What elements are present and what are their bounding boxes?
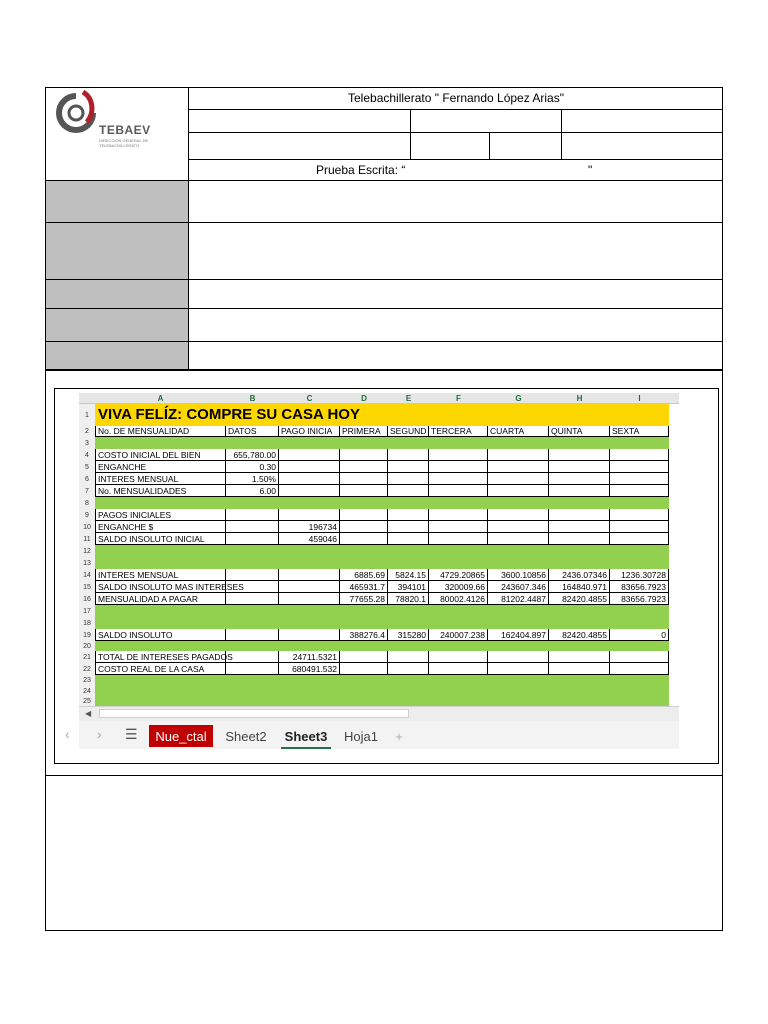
cell[interactable]	[429, 651, 488, 663]
cell[interactable]: SALDO INSOLUTO INICIAL	[95, 533, 226, 545]
cell[interactable]: 83656.7923	[610, 593, 669, 605]
row-header[interactable]: 6	[85, 475, 89, 483]
cell[interactable]: 3600.10856	[488, 569, 549, 581]
cell[interactable]: QUINTA	[549, 426, 610, 437]
cell[interactable]: 394101	[388, 581, 429, 593]
col-header-g[interactable]: G	[488, 393, 549, 404]
col-header-extra	[669, 393, 679, 404]
field-label-2	[46, 223, 189, 279]
logo-subtitle: DIRECCIÓN GENERAL DE TELEBACHILLERATO	[99, 138, 149, 148]
col-header-b[interactable]: B	[226, 393, 279, 404]
cell[interactable]: 5824.15	[388, 569, 429, 581]
col-header-a[interactable]: A	[95, 393, 226, 404]
row-header[interactable]: 15	[83, 583, 91, 591]
cell[interactable]	[488, 509, 549, 521]
col-header-e[interactable]: E	[388, 393, 429, 404]
cell[interactable]	[429, 521, 488, 533]
row-header[interactable]: 3	[85, 439, 89, 447]
cell[interactable]	[488, 663, 549, 675]
row-header[interactable]: 13	[83, 559, 91, 567]
cell[interactable]	[488, 485, 549, 497]
prev-sheet-icon[interactable]: ‹	[65, 726, 70, 742]
row-header[interactable]: 7	[85, 487, 89, 495]
green-band-row12-13	[95, 545, 669, 569]
cell[interactable]	[226, 629, 279, 641]
blank-row-1	[189, 110, 723, 133]
cell[interactable]: PAGOS INICIALES	[95, 509, 226, 521]
cell[interactable]	[340, 663, 388, 675]
cell[interactable]: 82420.4855	[549, 629, 610, 641]
cell[interactable]	[279, 485, 340, 497]
tab-sheet2[interactable]: Sheet2	[225, 728, 267, 744]
cell[interactable]	[549, 449, 610, 461]
cell[interactable]	[610, 473, 669, 485]
row-header[interactable]: 18	[83, 619, 91, 627]
green-band-row17-18	[95, 605, 669, 629]
field-label-4	[46, 309, 189, 341]
cell[interactable]: INTERES MENSUAL	[95, 569, 226, 581]
col-header-c[interactable]: C	[279, 393, 340, 404]
cell[interactable]: 459046	[279, 533, 340, 545]
cell[interactable]	[388, 651, 429, 663]
cell[interactable]	[226, 569, 279, 581]
cell[interactable]	[340, 521, 388, 533]
cell[interactable]	[549, 651, 610, 663]
cell[interactable]: 315280	[388, 629, 429, 641]
cell[interactable]	[340, 473, 388, 485]
cell[interactable]: 81202.4487	[488, 593, 549, 605]
cell[interactable]	[226, 663, 279, 675]
cell[interactable]	[429, 473, 488, 485]
cell[interactable]	[340, 461, 388, 473]
cell[interactable]: 6.00	[226, 485, 279, 497]
row-header[interactable]: 4	[85, 451, 89, 459]
row-header[interactable]: 11	[83, 535, 91, 543]
cell[interactable]	[549, 521, 610, 533]
row-header[interactable]: 12	[83, 547, 91, 555]
horizontal-scroll-area[interactable]	[79, 706, 679, 721]
row-header[interactable]: 1	[85, 411, 89, 419]
cell[interactable]	[226, 651, 279, 663]
tab-hoja1[interactable]: Hoja1	[344, 728, 378, 744]
cell[interactable]	[610, 509, 669, 521]
row-header[interactable]: 8	[85, 499, 89, 507]
row-header[interactable]: 17	[83, 607, 91, 615]
row-header[interactable]: 21	[83, 653, 91, 661]
row-header[interactable]: 5	[85, 463, 89, 471]
cell[interactable]	[610, 485, 669, 497]
row-header[interactable]: 10	[83, 523, 91, 531]
cell[interactable]	[226, 509, 279, 521]
cell[interactable]: 83656.7923	[610, 581, 669, 593]
cell[interactable]	[340, 449, 388, 461]
cell[interactable]	[226, 593, 279, 605]
cell[interactable]: 655,780.00	[226, 449, 279, 461]
cell[interactable]	[340, 533, 388, 545]
cell[interactable]	[549, 473, 610, 485]
cell[interactable]	[488, 473, 549, 485]
green-band-row23-25	[95, 675, 669, 706]
cell[interactable]: PAGO INICIA	[279, 426, 340, 437]
cell[interactable]	[488, 651, 549, 663]
blank-row-2	[189, 133, 723, 160]
row-header[interactable]: 24	[83, 687, 91, 695]
row-header[interactable]: 14	[83, 571, 91, 579]
exam-label: Prueba Escrita: “	[316, 163, 406, 177]
cell[interactable]	[429, 485, 488, 497]
row-header[interactable]: 16	[83, 595, 91, 603]
row-header[interactable]: 22	[83, 665, 91, 673]
cell[interactable]	[429, 449, 488, 461]
cell[interactable]: 4729.20865	[429, 569, 488, 581]
cell[interactable]: 240007.238	[429, 629, 488, 641]
all-sheets-menu-icon[interactable]: ☰	[125, 726, 138, 742]
cell[interactable]	[279, 569, 340, 581]
cell[interactable]: 196734	[279, 521, 340, 533]
field-label-3	[46, 280, 189, 308]
col-header-f[interactable]: F	[429, 393, 488, 404]
row-header[interactable]: 2	[85, 428, 89, 435]
cell[interactable]	[279, 449, 340, 461]
cell[interactable]: 77655.28	[340, 593, 388, 605]
cell[interactable]	[610, 651, 669, 663]
tab-nue-ctal[interactable]: Nue_ctal	[149, 725, 213, 747]
scrollbar-thumb[interactable]	[99, 709, 409, 718]
cell[interactable]: 388276.4	[340, 629, 388, 641]
row-header[interactable]: 20	[83, 642, 91, 650]
cell[interactable]	[340, 509, 388, 521]
cell[interactable]	[340, 651, 388, 663]
cell[interactable]: 1236.30728	[610, 569, 669, 581]
field-label-5	[46, 342, 189, 369]
green-band-row20	[95, 641, 669, 651]
exam-close-quote: "	[588, 163, 593, 177]
scroll-left-icon[interactable]: ◀	[85, 709, 92, 718]
cell[interactable]	[279, 581, 340, 593]
cell[interactable]	[279, 509, 340, 521]
tab-sheet3[interactable]: Sheet3	[281, 725, 331, 749]
cell[interactable]: No. MENSUALIDADES	[95, 485, 226, 497]
cell[interactable]: SALDO INSOLUTO	[95, 629, 226, 641]
cell[interactable]: COSTO INICIAL DEL BIEN	[95, 449, 226, 461]
cell[interactable]: PRIMERA	[340, 426, 388, 437]
cell[interactable]	[549, 533, 610, 545]
corner-cell	[79, 393, 95, 404]
logo-name: TEBAEV	[99, 123, 151, 137]
cell[interactable]: COSTO REAL DE LA CASA	[95, 663, 226, 675]
cell[interactable]: 680491.532	[279, 663, 340, 675]
cell[interactable]: TERCERA	[429, 426, 488, 437]
cell[interactable]	[488, 461, 549, 473]
cell[interactable]: INTERES MENSUAL	[95, 473, 226, 485]
cell[interactable]: No. DE MENSUALIDAD	[95, 426, 226, 437]
cell[interactable]: DATOS	[226, 426, 279, 437]
cell[interactable]	[488, 533, 549, 545]
next-sheet-icon[interactable]: ›	[97, 726, 102, 742]
cell[interactable]	[488, 449, 549, 461]
cell[interactable]: ENGANCHE	[95, 461, 226, 473]
cell[interactable]	[610, 521, 669, 533]
cell[interactable]	[610, 461, 669, 473]
cell[interactable]: ENGANCHE $	[95, 521, 226, 533]
cell[interactable]	[429, 533, 488, 545]
cell[interactable]	[388, 485, 429, 497]
cell[interactable]	[226, 581, 279, 593]
cell[interactable]: 164840.971	[549, 581, 610, 593]
cell[interactable]	[610, 449, 669, 461]
cell[interactable]: 24711.5321	[279, 651, 340, 663]
cell[interactable]: SALDO INSOLUTO MAS INTERESES	[95, 581, 226, 593]
row-header[interactable]: 25	[83, 697, 91, 705]
cell[interactable]: MENSUALIDAD A PAGAR	[95, 593, 226, 605]
cell[interactable]	[226, 521, 279, 533]
cell[interactable]: 0.30	[226, 461, 279, 473]
cell[interactable]	[279, 473, 340, 485]
cell[interactable]	[610, 663, 669, 675]
field-label-1	[46, 181, 189, 222]
form-hline	[45, 775, 723, 776]
col-header-i[interactable]: I	[610, 393, 669, 404]
cell[interactable]	[388, 521, 429, 533]
cell[interactable]	[279, 461, 340, 473]
cell[interactable]: 162404.897	[488, 629, 549, 641]
row-header[interactable]: 23	[83, 677, 91, 684]
cell[interactable]	[388, 509, 429, 521]
exam-row	[189, 160, 723, 180]
col-header-d[interactable]: D	[340, 393, 388, 404]
row-header[interactable]: 9	[85, 511, 89, 519]
cell[interactable]: 6885.69	[340, 569, 388, 581]
school-title: Telebachillerato " Fernando López Arias"	[189, 87, 723, 110]
cell[interactable]: 78820.1	[388, 593, 429, 605]
cell[interactable]: 1.50%	[226, 473, 279, 485]
cell[interactable]	[429, 461, 488, 473]
cell[interactable]	[429, 663, 488, 675]
cell[interactable]	[388, 663, 429, 675]
cell[interactable]: CUARTA	[488, 426, 549, 437]
cell[interactable]: SEGUND	[388, 426, 429, 437]
cell[interactable]: 2436.07346	[549, 569, 610, 581]
cell[interactable]: 320009.66	[429, 581, 488, 593]
cell[interactable]: SEXTA	[610, 426, 669, 437]
cell[interactable]	[488, 521, 549, 533]
cell[interactable]	[549, 461, 610, 473]
cell[interactable]: 465931.7	[340, 581, 388, 593]
cell[interactable]	[279, 593, 340, 605]
cell[interactable]	[388, 461, 429, 473]
cell[interactable]	[388, 473, 429, 485]
cell[interactable]	[549, 663, 610, 675]
logo-mark-icon	[53, 90, 99, 136]
tebaev-logo	[53, 90, 173, 160]
row-header[interactable]: 19	[83, 631, 91, 639]
spreadsheet	[65, 393, 679, 749]
cell[interactable]: 243607.346	[488, 581, 549, 593]
sheet-title: VIVA FELÍZ: COMPRE SU CASA HOY	[98, 406, 360, 423]
cell[interactable]	[340, 485, 388, 497]
green-band-row3	[95, 437, 669, 449]
cell[interactable]: 80002.4126	[429, 593, 488, 605]
cell[interactable]	[388, 533, 429, 545]
cell[interactable]	[388, 449, 429, 461]
cell[interactable]: 82420.4855	[549, 593, 610, 605]
cell[interactable]	[429, 509, 488, 521]
cell[interactable]: TOTAL DE INTERESES PAGADOS	[95, 651, 226, 663]
cell[interactable]: 0	[610, 629, 669, 641]
cell[interactable]	[610, 533, 669, 545]
green-band-row8	[95, 497, 669, 509]
add-sheet-icon[interactable]: +	[395, 728, 403, 744]
col-header-h[interactable]: H	[549, 393, 610, 404]
cell[interactable]	[226, 533, 279, 545]
cell[interactable]	[549, 509, 610, 521]
cell[interactable]	[549, 485, 610, 497]
cell[interactable]	[279, 629, 340, 641]
